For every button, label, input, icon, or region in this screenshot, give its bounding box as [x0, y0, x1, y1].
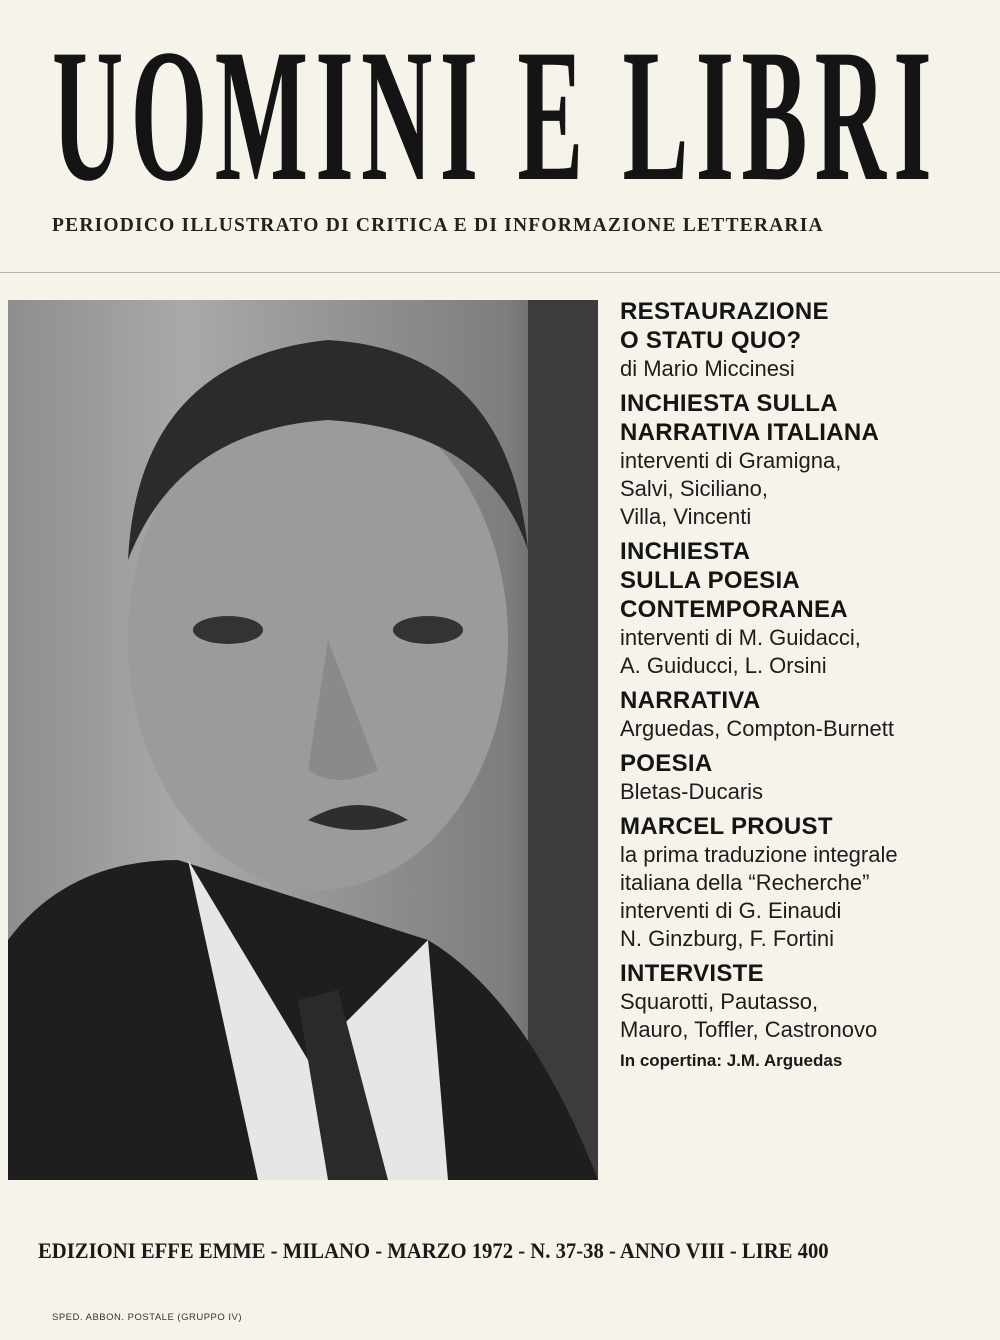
section-line: interventi di Gramigna,: [620, 448, 842, 473]
section-line: N. Ginzburg, F. Fortini: [620, 926, 834, 951]
imprint-line: EDIZIONI EFFE EMME - MILANO - MARZO 1972 - N. 37-38 - ANNO VIII - LIRE 400: [38, 1238, 829, 1263]
cover-credit: In copertina: J.M. Arguedas: [620, 1051, 843, 1070]
contents-section: [620, 959, 990, 1044]
cover-portrait-photo: [8, 300, 598, 1180]
contents-section: [620, 389, 990, 531]
section-line: interventi di M. Guidacci,: [620, 625, 861, 650]
magazine-title: UOMINI E LIBRI: [52, 11, 939, 221]
section-heading: INTERVISTE: [620, 960, 764, 987]
section-heading: RESTAURAZIONE O STATU QUO?: [620, 298, 829, 354]
contents-section: [620, 686, 990, 743]
magazine-subtitle: PERIODICO ILLUSTRATO DI CRITICA E DI INFORMAZIONE LETTERARIA: [52, 215, 824, 236]
section-heading: INCHIESTA SULLA POESIA CONTEMPORANEA: [620, 538, 848, 623]
section-heading: NARRATIVA: [620, 687, 761, 714]
contents-section: [620, 537, 990, 680]
section-line: italiana della “Recherche”: [620, 870, 870, 895]
section-line: Mauro, Toffler, Castronovo: [620, 1017, 878, 1042]
section-line: A. Guiducci, L. Orsini: [620, 653, 827, 678]
section-line: Squarotti, Pautasso,: [620, 989, 819, 1014]
section-heading: POESIA: [620, 750, 713, 777]
header-divider: [0, 272, 1000, 273]
contents-section: [620, 297, 990, 383]
section-line: interventi di G. Einaudi: [620, 898, 842, 923]
section-line: Salvi, Siciliano,: [620, 476, 768, 501]
section-line: Arguedas, Compton-Burnett: [620, 716, 894, 741]
section-line: di Mario Miccinesi: [620, 356, 795, 381]
table-of-contents: [620, 297, 990, 1072]
section-line: Villa, Vincenti: [620, 504, 752, 529]
section-heading: INCHIESTA SULLA NARRATIVA ITALIANA: [620, 390, 880, 446]
section-line: la prima traduzione integrale: [620, 842, 898, 867]
section-line: Bletas-Ducaris: [620, 779, 764, 804]
contents-section: [620, 812, 990, 953]
contents-section: [620, 749, 990, 806]
section-heading: MARCEL PROUST: [620, 813, 833, 840]
postal-notice: SPED. ABBON. POSTALE (GRUPPO IV): [52, 1312, 243, 1323]
